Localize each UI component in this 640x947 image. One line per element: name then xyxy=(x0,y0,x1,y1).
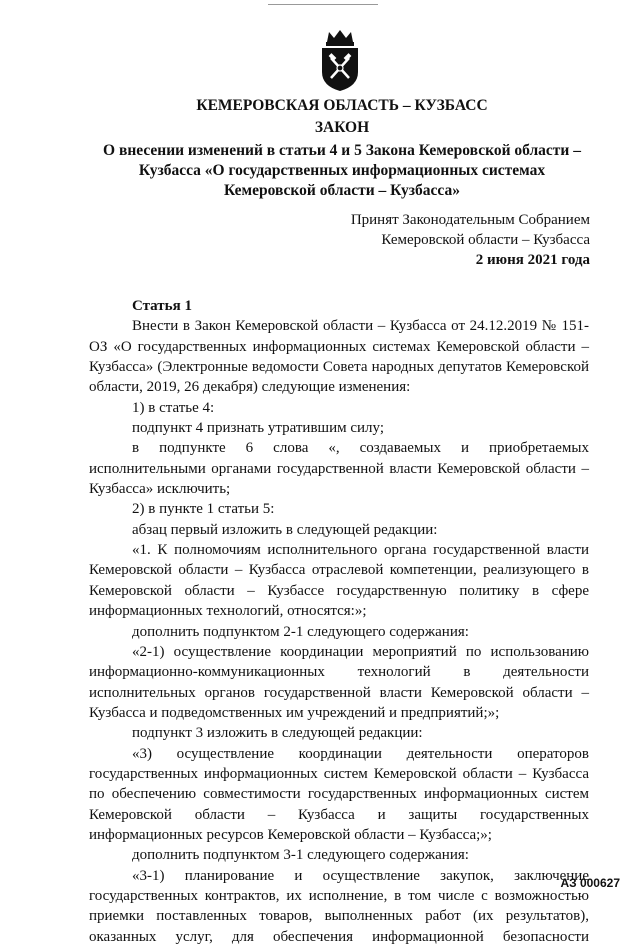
top-rule xyxy=(268,4,378,5)
article-body xyxy=(89,296,589,947)
paragraph: «3-1) планирование и осуществление закупок, заключение государственных контрактов, их исполнение, в том числе с возможностью приемки поставленных товаров, выполненных работ (их результатов), оказанных услуг, для обеспечения информационной безопасности xyxy=(89,867,589,945)
adopted-by-line: Принят Законодательным Собранием xyxy=(350,212,590,228)
paragraph: дополнить подпунктом 2-1 следующего содержания: xyxy=(132,623,469,640)
adopted-by-region: Кемеровской области – Кузбасса xyxy=(381,232,590,248)
law-title-line: Кемеровской области – Кузбасса» xyxy=(224,182,460,199)
coat-of-arms-emblem xyxy=(318,28,362,92)
doc-type: ЗАКОН xyxy=(314,119,370,136)
article-heading: Статья 1 xyxy=(132,298,192,314)
paragraph: Внести в Закон Кемеровской области – Кузбасса от 24.12.2019 № 151-ОЗ «О государственных информационных системах Кемеровской области – Кузбасса» (Электронные ведомости Совета народных депутатов Кемеровской области, 2019, 26 декабря) следующие изменения: xyxy=(89,318,589,396)
paragraph: подпункт 4 признать утратившим силу; xyxy=(132,420,384,437)
paragraph: «3) осуществление координации деятельности операторов государственных информационных систем Кемеровской области – Кузбасса по обеспечению совместимости государственных информационных систем Кемеровской области – Кузбасса и защиты государственных информационных ресурсов Кемеровской области – Кузбасса;»; xyxy=(89,745,589,843)
paragraph: абзац первый изложить в следующей редакции: xyxy=(132,521,438,538)
paragraph: 1) в статье 4: xyxy=(132,399,215,416)
law-title-line: Кузбасса «О государственных информационных системах xyxy=(138,162,546,179)
serial-number: АЗ 000627 xyxy=(560,876,620,890)
law-title-line: О внесении изменений в статьи 4 и 5 Закона Кемеровской области – xyxy=(103,142,581,159)
paragraph: в подпункте 6 слова «, создаваемых и приобретаемых исполнительными органами государственной власти Кемеровской области – Кузбасса» исключить; xyxy=(89,440,589,498)
region-title: КЕМЕРОВСКАЯ ОБЛАСТЬ – КУЗБАСС xyxy=(196,97,488,114)
adoption-date: 2 июня 2021 года xyxy=(475,252,590,268)
paragraph: подпункт 3 изложить в следующей редакции: xyxy=(132,725,423,742)
paragraph: «2-1) осуществление координации мероприятий по использованию информационно-коммуникационных технологий в деятельности исполнительных органов государственной власти Кемеровской области – Кузбасса и подведомственных им учреждений и предприятий;»; xyxy=(89,643,589,721)
adoption-block xyxy=(351,210,590,270)
paragraph: дополнить подпунктом 3-1 следующего содержания: xyxy=(132,847,469,864)
paragraph: «1. К полномочиям исполнительного органа государственной власти Кемеровской области – Кузбасса отраслевой компетенции, реализующего в Кемеровской области – Кузбассе государственную политику в сфере информационных технологий, относятся:»; xyxy=(89,542,589,620)
paragraph: 2) в пункте 1 статьи 5: xyxy=(132,501,275,518)
law-title xyxy=(22,141,640,201)
